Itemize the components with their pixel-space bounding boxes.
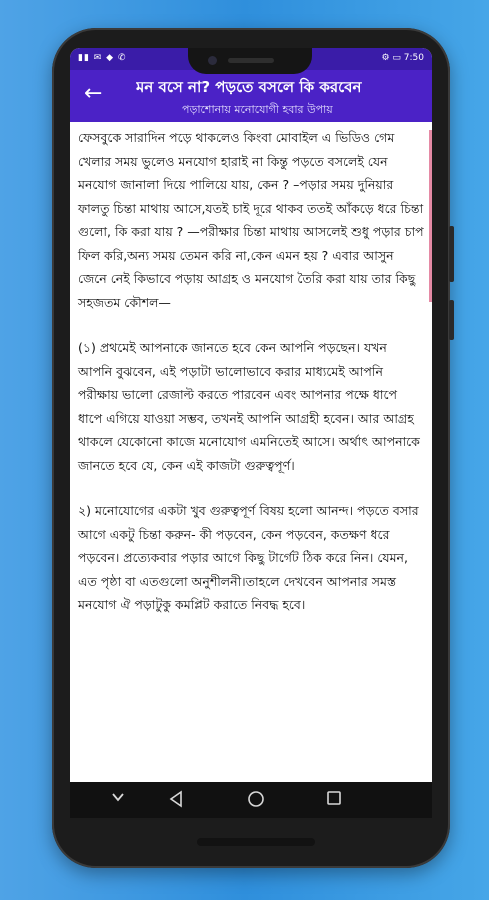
recents-square-icon[interactable] <box>326 790 342 810</box>
notch <box>188 48 312 74</box>
bottom-bezel-bar <box>197 838 315 846</box>
volume-button <box>449 226 454 282</box>
page-subtitle: পড়াশোনায় মনোযোগী হবার উপায় <box>182 103 333 116</box>
article-paragraph: ২) মনোযোগের একটা খুব গুরুত্বপূর্ণ বিষয় হলো আনন্দ। পড়তে বসার আগে একটু চিন্তা করুন- কী পড়বেন, কেন পড়বেন, কতক্ষণ ধরে পড়বেন। প্রত্যেকবার পড়ার আগে কিছু টার্গেট ঠিক করে নিন। যেমন, এত পৃষ্ঠা বা এতগুলো অনুশীলনী।তাহলে দেখবেন আপনার সমস্ত মনযোগ ঐ পড়াটুকু কমপ্লিট করাতে নিবদ্ধ হবে। <box>78 503 419 612</box>
article-paragraph: (১) প্রথমেই আপনাকে জানতে হবে কেন আপনি পড়ছেন। যখন আপনি বুঝবেন, এই পড়াটা ভালোভাবে করার মাধ্যমেই আপনি পরীক্ষায় ভালো রেজাল্ট করতে পারবেন এবং আপনার পক্ষে ধাপে ধাপে এগিয়ে যাওয়া সম্ভব, তখনই আপনি আগ্রহী হবেন। আর আগ্রহ থাকলে যেকোনো কাজে মনোযোগ এমনিতেই আসে। অর্থাৎ আপনাকে জানতে হবে যে, কেন এই কাজটা গুরুত্বপূর্ণ। <box>78 340 420 473</box>
front-camera-icon <box>208 56 217 65</box>
chevron-down-icon[interactable] <box>110 789 126 809</box>
scrollbar[interactable] <box>429 130 432 302</box>
app-bar <box>70 70 432 122</box>
navigation-bar <box>70 782 432 818</box>
home-circle-icon[interactable] <box>247 790 265 812</box>
back-triangle-icon[interactable] <box>168 790 184 812</box>
status-left-icons: ▮▮ ✉ ◆ ✆ <box>78 53 127 63</box>
back-arrow-icon[interactable]: ← <box>84 81 103 106</box>
article-paragraph: ফেসবুকে সারাদিন পড়ে থাকলেও কিংবা মোবাইল এ ভিডিও গেম খেলার সময় ভুলেও মনযোগ হারাই না কিন্তু পড়তে বসলেই যেন মনযোগ জানালা দিয়ে পালিয়ে যায়, কেন ? –পড়ার সময় দুনিয়ার ফালতু চিন্তা মাথায় আসে,যতই চাই দূরে থাকব ততই আঁকড়ে ধরে চিন্তা গুলো, কি করা যায় ? —পরীক্ষার চিন্তা মাথায় আসলেই শুধু পড়ার চাপ ফিল করি,অন্য সময় তেমন করি না,কেন এমন হয় ? এবার আসুন জেনে নেই কিভাবে পড়ায় আগ্রহ ও মনযোগ তৈরি করা যায় তার কিছু সহজতম কৌশল— <box>78 130 424 310</box>
article-body[interactable] <box>70 126 432 782</box>
page-title: মন বসে না? পড়তে বসলে কি করবেন <box>136 78 362 96</box>
power-button <box>449 300 454 340</box>
phone-screen <box>70 48 432 818</box>
status-right-info: ⚙ ▭ 7:50 <box>381 53 424 63</box>
speaker-grille <box>228 58 274 63</box>
